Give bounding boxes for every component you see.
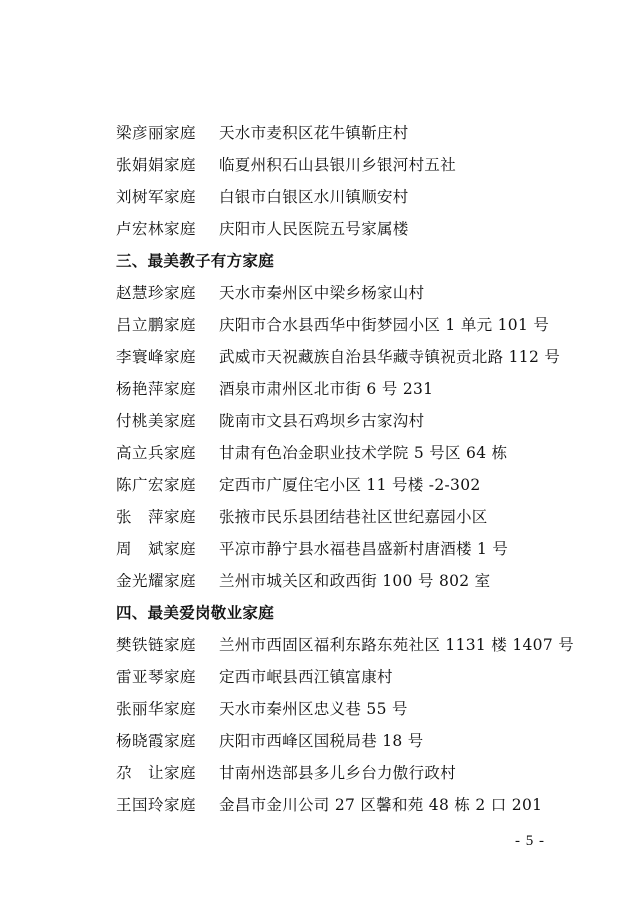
family-name: 雷亚琴家庭 bbox=[116, 668, 197, 686]
family-name: 赵慧珍家庭 bbox=[116, 284, 197, 302]
family-address: 白银市白银区水川镇顺安村 bbox=[219, 188, 409, 206]
family-address: 甘肃有色冶金职业技术学院 5 号区 64 栋 bbox=[219, 444, 508, 462]
list-item bbox=[116, 149, 596, 181]
family-address: 天水市秦州区忠义巷 55 号 bbox=[219, 700, 408, 718]
family-name: 尕 让家庭 bbox=[116, 764, 197, 782]
family-name: 付桃美家庭 bbox=[116, 412, 197, 430]
family-address: 武威市天祝藏族自治县华藏寺镇祝贡北路 112 号 bbox=[219, 348, 561, 366]
list-item bbox=[116, 405, 596, 437]
family-name: 李寰峰家庭 bbox=[116, 348, 197, 366]
family-list bbox=[116, 117, 596, 821]
list-item bbox=[116, 437, 596, 469]
family-address: 甘南州迭部县多儿乡台力傲行政村 bbox=[219, 764, 457, 782]
section-heading-4: 四、最美爱岗敬业家庭 bbox=[116, 604, 275, 622]
list-item bbox=[116, 181, 596, 213]
family-address: 兰州市城关区和政西街 100 号 802 室 bbox=[219, 572, 491, 590]
family-address: 金昌市金川公司 27 区馨和苑 48 栋 2 口 201 bbox=[219, 796, 543, 814]
family-name: 张丽华家庭 bbox=[116, 700, 197, 718]
list-item bbox=[116, 661, 596, 693]
list-item bbox=[116, 725, 596, 757]
family-name: 杨艳萍家庭 bbox=[116, 380, 197, 398]
family-address: 庆阳市人民医院五号家属楼 bbox=[219, 220, 409, 238]
family-name: 陈广宏家庭 bbox=[116, 476, 197, 494]
family-name: 吕立鹏家庭 bbox=[116, 316, 197, 334]
family-name: 刘树军家庭 bbox=[116, 188, 197, 206]
family-name: 王国玲家庭 bbox=[116, 796, 197, 814]
family-address: 庆阳市西峰区国税局巷 18 号 bbox=[219, 732, 424, 750]
family-name: 梁彦丽家庭 bbox=[116, 124, 197, 142]
list-item bbox=[116, 629, 596, 661]
list-item bbox=[116, 565, 596, 597]
family-address: 临夏州积石山县银川乡银河村五社 bbox=[219, 156, 457, 174]
list-item bbox=[116, 533, 596, 565]
family-address: 天水市秦州区中梁乡杨家山村 bbox=[219, 284, 425, 302]
family-address: 定西市广厦住宅小区 11 号楼 -2-302 bbox=[219, 476, 481, 494]
family-name: 张 萍家庭 bbox=[116, 508, 197, 526]
family-name: 杨晓霞家庭 bbox=[116, 732, 197, 750]
list-item bbox=[116, 213, 596, 245]
family-address: 天水市麦积区花牛镇靳庄村 bbox=[219, 124, 409, 142]
family-name: 周 斌家庭 bbox=[116, 540, 197, 558]
section-heading-3: 三、最美教子有方家庭 bbox=[116, 252, 275, 270]
family-name: 金光耀家庭 bbox=[116, 572, 197, 590]
family-address: 兰州市西固区福利东路东苑社区 1131 楼 1407 号 bbox=[219, 636, 575, 654]
family-name: 高立兵家庭 bbox=[116, 444, 197, 462]
list-item bbox=[116, 501, 596, 533]
family-name: 张娟娟家庭 bbox=[116, 156, 197, 174]
list-item bbox=[116, 117, 596, 149]
family-address: 陇南市文县石鸡坝乡古家沟村 bbox=[219, 412, 425, 430]
list-item bbox=[116, 789, 596, 821]
family-address: 平凉市静宁县水福巷昌盛新村唐酒楼 1 号 bbox=[219, 540, 509, 558]
family-address: 庆阳市合水县西华中街梦园小区 1 单元 101 号 bbox=[219, 316, 550, 334]
family-name: 卢宏林家庭 bbox=[116, 220, 197, 238]
family-name: 樊铁链家庭 bbox=[116, 636, 197, 654]
page-number: - 5 - bbox=[515, 833, 545, 849]
list-item bbox=[116, 373, 596, 405]
list-item bbox=[116, 693, 596, 725]
family-address: 定西市岷县西江镇富康村 bbox=[219, 668, 393, 686]
list-item bbox=[116, 277, 596, 309]
list-item bbox=[116, 341, 596, 373]
family-address: 张掖市民乐县团结巷社区世纪嘉园小区 bbox=[219, 508, 488, 526]
family-address: 酒泉市肃州区北市街 6 号 231 bbox=[219, 380, 434, 398]
list-item bbox=[116, 469, 596, 501]
list-item bbox=[116, 309, 596, 341]
list-item bbox=[116, 757, 596, 789]
